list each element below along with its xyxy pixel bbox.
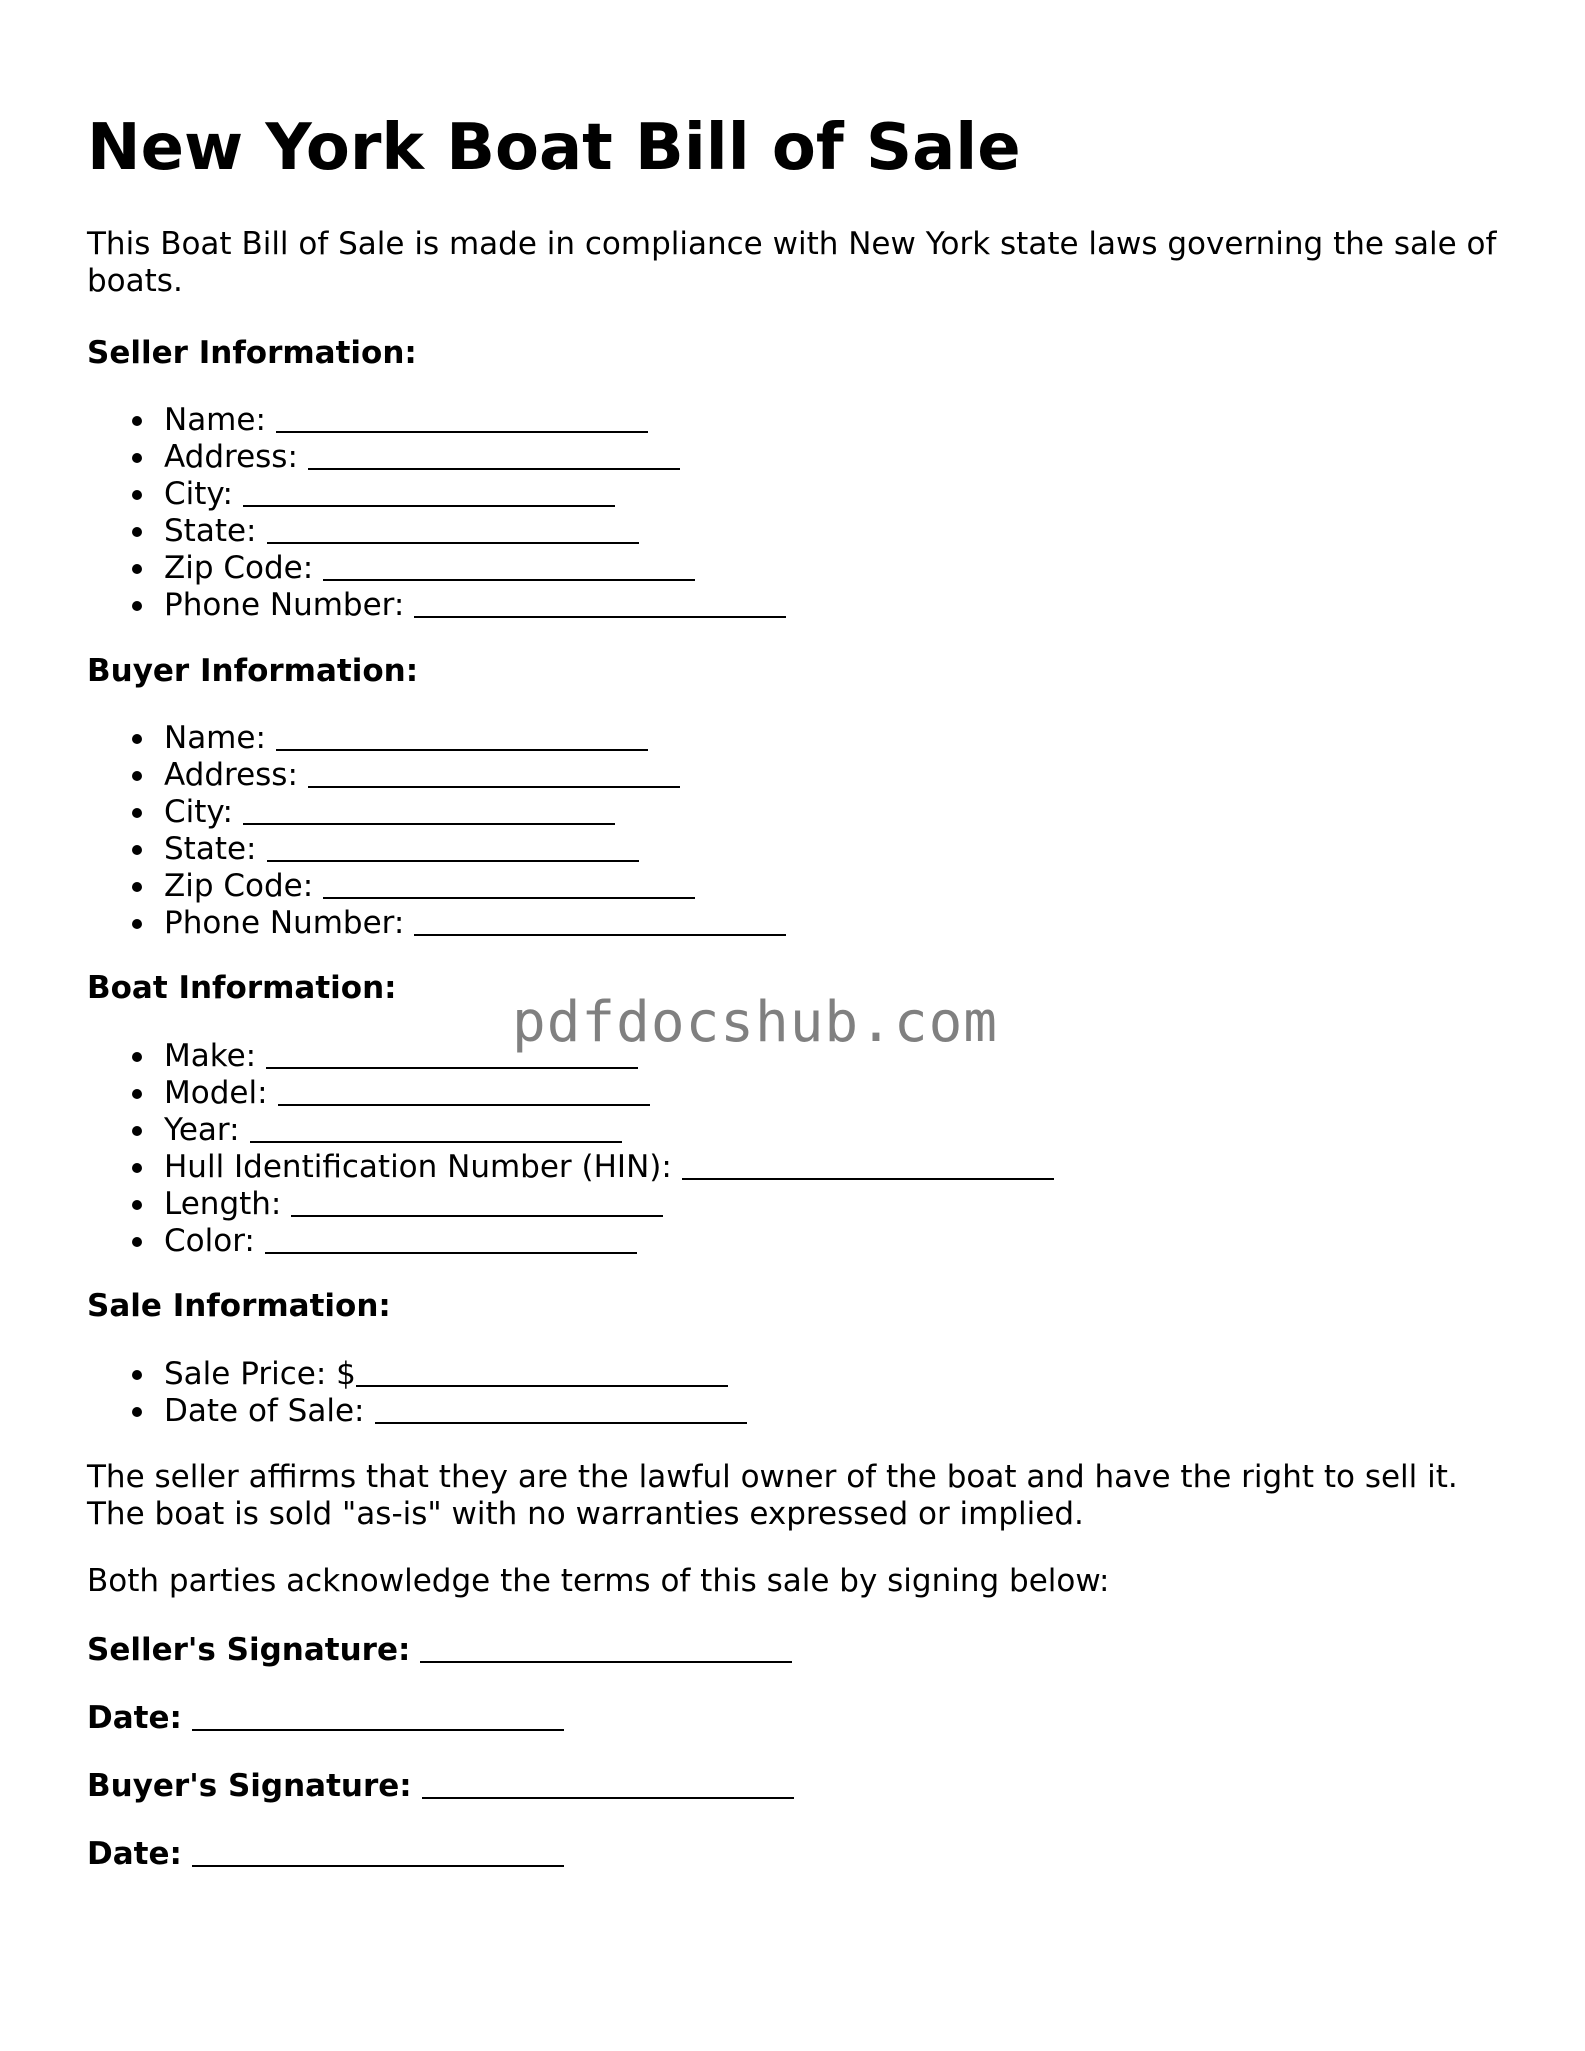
- buyer-date-blank[interactable]: [192, 1835, 564, 1867]
- buyer-signature-line: [87, 1767, 794, 1805]
- buyer-name-blank[interactable]: [276, 719, 648, 751]
- seller-signature-label: Seller's Signature:: [87, 1632, 411, 1668]
- seller-signature-line: [87, 1631, 792, 1669]
- field-label: Sale Price: $: [164, 1356, 356, 1392]
- sale-section-heading: Sale Information:: [87, 1288, 391, 1324]
- bullet-icon: [132, 601, 142, 611]
- sale-price-field: [87, 1355, 747, 1392]
- acknowledgement-paragraph: Both parties acknowledge the terms of this sale by signing below:: [87, 1563, 1110, 1599]
- buyer-zip-field: [87, 867, 786, 904]
- seller-name-blank[interactable]: [276, 401, 648, 433]
- seller-date-line: [87, 1699, 564, 1737]
- buyer-address-field: [87, 756, 786, 793]
- seller-date-label: Date:: [87, 1700, 182, 1736]
- field-label: Address:: [164, 439, 298, 475]
- field-label: Address:: [164, 757, 298, 793]
- buyer-city-blank[interactable]: [243, 793, 615, 825]
- boat-length-blank[interactable]: [291, 1185, 663, 1217]
- boat-year-blank[interactable]: [250, 1111, 622, 1143]
- bullet-icon: [132, 771, 142, 781]
- buyer-name-field: [87, 719, 786, 756]
- sale-date-blank[interactable]: [375, 1392, 747, 1424]
- field-label: Make:: [164, 1038, 257, 1074]
- field-label: Phone Number:: [164, 905, 405, 941]
- buyer-fields-list: [87, 719, 786, 941]
- boat-hin-field: [87, 1148, 1054, 1185]
- boat-color-blank[interactable]: [265, 1222, 637, 1254]
- field-label: City:: [164, 476, 233, 512]
- document-title: New York Boat Bill of Sale: [87, 111, 1021, 185]
- bullet-icon: [132, 1370, 142, 1380]
- field-label: Name:: [164, 402, 266, 438]
- field-label: Zip Code:: [164, 550, 314, 586]
- buyer-section-heading: Buyer Information:: [87, 653, 419, 689]
- field-label: Length:: [164, 1186, 282, 1222]
- bullet-icon: [132, 882, 142, 892]
- bullet-icon: [132, 1407, 142, 1417]
- bullet-icon: [132, 453, 142, 463]
- seller-zip-blank[interactable]: [323, 549, 695, 581]
- bullet-icon: [132, 527, 142, 537]
- buyer-address-blank[interactable]: [308, 756, 680, 788]
- boat-section-heading: Boat Information:: [87, 970, 397, 1006]
- bullet-icon: [132, 1237, 142, 1247]
- boat-color-field: [87, 1222, 1054, 1259]
- watermark: pdfdocshub.com: [512, 990, 999, 1055]
- seller-name-field: [87, 401, 786, 438]
- seller-date-blank[interactable]: [192, 1699, 564, 1731]
- bullet-icon: [132, 919, 142, 929]
- field-label: Color:: [164, 1223, 255, 1259]
- seller-fields-list: [87, 401, 786, 623]
- field-label: Zip Code:: [164, 868, 314, 904]
- field-label: State:: [164, 831, 257, 867]
- buyer-date-label: Date:: [87, 1836, 182, 1872]
- buyer-phone-blank[interactable]: [414, 904, 786, 936]
- boat-fields-list: [87, 1037, 1054, 1259]
- field-label: Year:: [164, 1112, 240, 1148]
- bullet-icon: [132, 564, 142, 574]
- bullet-icon: [132, 490, 142, 500]
- buyer-state-blank[interactable]: [267, 830, 639, 862]
- field-label: Date of Sale:: [164, 1393, 365, 1429]
- bullet-icon: [132, 1089, 142, 1099]
- buyer-phone-field: [87, 904, 786, 941]
- buyer-date-line: [87, 1835, 564, 1873]
- field-label: City:: [164, 794, 233, 830]
- seller-city-field: [87, 475, 786, 512]
- field-label: Name:: [164, 720, 266, 756]
- field-label: Phone Number:: [164, 587, 405, 623]
- boat-hin-blank[interactable]: [682, 1148, 1054, 1180]
- seller-state-blank[interactable]: [267, 512, 639, 544]
- bullet-icon: [132, 1163, 142, 1173]
- bullet-icon: [132, 1200, 142, 1210]
- boat-year-field: [87, 1111, 1054, 1148]
- boat-length-field: [87, 1185, 1054, 1222]
- buyer-city-field: [87, 793, 786, 830]
- bullet-icon: [132, 1052, 142, 1062]
- seller-state-field: [87, 512, 786, 549]
- field-label: Hull Identification Number (HIN):: [164, 1149, 672, 1185]
- seller-phone-field: [87, 586, 786, 623]
- sale-fields-list: [87, 1355, 747, 1429]
- seller-zip-field: [87, 549, 786, 586]
- bullet-icon: [132, 734, 142, 744]
- sale-price-blank[interactable]: [356, 1355, 728, 1387]
- boat-model-blank[interactable]: [278, 1074, 650, 1106]
- buyer-signature-blank[interactable]: [422, 1767, 794, 1799]
- boat-model-field: [87, 1074, 1054, 1111]
- bullet-icon: [132, 1126, 142, 1136]
- seller-address-field: [87, 438, 786, 475]
- seller-phone-blank[interactable]: [414, 586, 786, 618]
- seller-city-blank[interactable]: [243, 475, 615, 507]
- buyer-signature-label: Buyer's Signature:: [87, 1768, 412, 1804]
- bullet-icon: [132, 845, 142, 855]
- bullet-icon: [132, 416, 142, 426]
- intro-paragraph: This Boat Bill of Sale is made in compliance with New York state laws governing the sale of boats.: [87, 226, 1497, 299]
- field-label: Model:: [164, 1075, 268, 1111]
- bullet-icon: [132, 808, 142, 818]
- seller-address-blank[interactable]: [308, 438, 680, 470]
- affirmation-paragraph: The seller affirms that they are the lawful owner of the boat and have the right to sell it. The boat is sold "as-is" with no warranties expressed or implied.: [87, 1459, 1458, 1532]
- seller-signature-blank[interactable]: [420, 1631, 792, 1663]
- buyer-state-field: [87, 830, 786, 867]
- field-label: State:: [164, 513, 257, 549]
- buyer-zip-blank[interactable]: [323, 867, 695, 899]
- seller-section-heading: Seller Information:: [87, 335, 417, 371]
- sale-date-field: [87, 1392, 747, 1429]
